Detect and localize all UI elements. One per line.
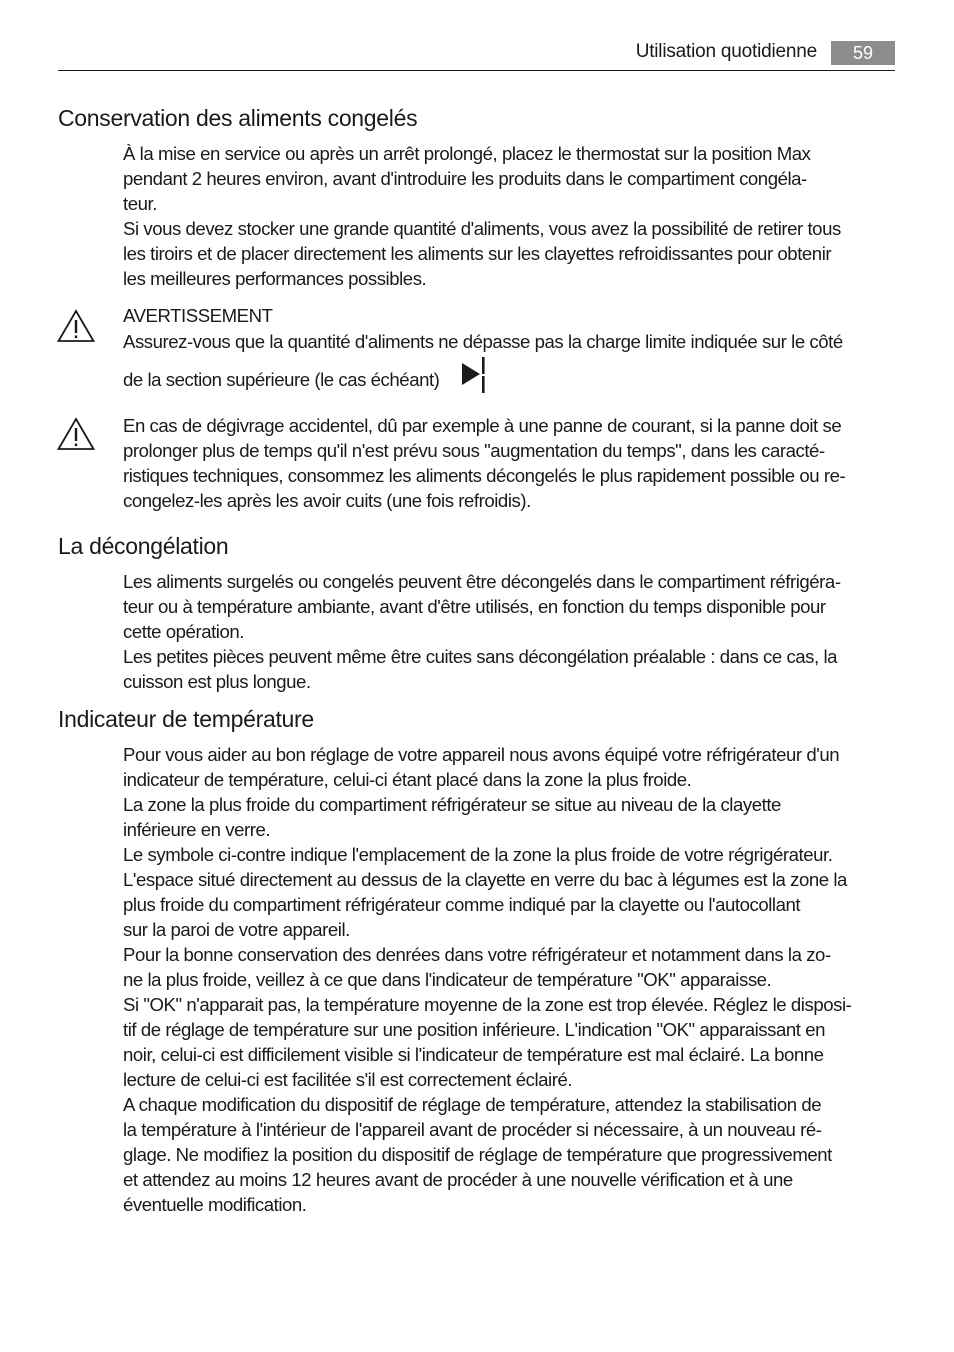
paragraph-line: Le symbole ci-contre indique l'emplacement de la zone la plus froide de votre régrigérateur. [123,844,833,865]
play-bar-icon [461,357,487,393]
paragraph-line: lecture de celui-ci est facilitée s'il est correctement éclairé. [123,1069,573,1090]
warning-triangle-icon [57,417,95,451]
paragraph-line: Pour la bonne conservation des denrées dans votre réfrigérateur et notamment dans la zo- [123,944,831,965]
paragraph-line: les meilleures performances possibles. [123,268,427,289]
section-title-conservation: Conservation des aliments congelés [58,105,418,131]
paragraph-line: teur. [123,193,157,214]
paragraph-line: Les aliments surgelés ou congelés peuvent être décongelés dans le compartiment réfrigéra- [123,571,841,592]
paragraph-line: Les petites pièces peuvent même être cuites sans décongélation préalable : dans ce cas, la [123,646,838,667]
warning-triangle-icon [57,309,95,343]
warning-line: de la section supérieure (le cas échéant) [123,369,440,390]
warning-text-2 [123,413,897,513]
warning-text-1 [123,329,897,354]
paragraph-line: Si "OK" n'apparait pas, la température moyenne de la zone est trop élevée. Réglez le disposi- [123,994,852,1015]
warning-line: ristiques techniques, consommez les aliments décongelés le plus rapidement possible ou re- [123,465,846,486]
warning-text-1b [123,367,897,392]
running-header-title: Utilisation quotidienne [635,41,817,62]
warning-line: congelez-les après les avoir cuits (une fois refroidis). [123,490,531,511]
paragraph-line: cette opération. [123,621,244,642]
header-divider [58,70,895,71]
paragraph-line: Si vous devez stocker une grande quantité d'aliments, vous avez la possibilité de retirer tous [123,218,841,239]
warning-label: AVERTISSEMENT [123,305,273,326]
warning-line: En cas de dégivrage accidentel, dû par exemple à une panne de courant, si la panne doit se [123,415,842,436]
section-body-decongelation [123,569,897,694]
paragraph-line: sur la paroi de votre appareil. [123,919,350,940]
paragraph-line: glage. Ne modifiez la position du dispositif de réglage de température que progressivement [123,1144,832,1165]
paragraph-line: et attendez au moins 12 heures avant de procéder à une nouvelle vérification et à une [123,1169,793,1190]
paragraph-line: la température à l'intérieur de l'appareil avant de procéder si nécessaire, à un nouveau ré- [123,1119,822,1140]
paragraph-line: éventuelle modification. [123,1194,307,1215]
paragraph-line: Pour vous aider au bon réglage de votre appareil nous avons équipé votre réfrigérateur d'un [123,744,840,765]
paragraph-line: les tiroirs et de placer directement les aliments sur les clayettes refroidissantes pour obtenir [123,243,832,264]
paragraph-line: A chaque modification du dispositif de réglage de température, attendez la stabilisation de [123,1094,822,1115]
paragraph-line: ne la plus froide, veillez à ce que dans l'indicateur de température "OK" apparaisse. [123,969,772,990]
paragraph-line: plus froide du compartiment réfrigérateur comme indiqué par la clayette ou l'autocollant [123,894,801,915]
paragraph-line: cuisson est plus longue. [123,671,311,692]
section-body-temperature [123,742,897,1217]
paragraph-line: noir, celui-ci est difficilement visible si l'indicateur de température est mal éclairé. La bonne [123,1044,824,1065]
paragraph-line: indicateur de température, celui-ci étant placé dans la zone la plus froide. [123,769,692,790]
paragraph-line: inférieure en verre. [123,819,271,840]
paragraph-line: tif de réglage de température sur une position inférieure. L'indication "OK" apparaissant en [123,1019,825,1040]
paragraph-line: teur ou à température ambiante, avant d'être utilisés, en fonction du temps disponible pour [123,596,826,617]
section-title-temperature: Indicateur de température [58,706,314,732]
page-number: 59 [831,41,895,65]
section-body-conservation [123,141,897,291]
warning-line: prolonger plus de temps qu'il n'est prévu sous "augmentation du temps", dans les caracté- [123,440,825,461]
paragraph-line: pendant 2 heures environ, avant d'introduire les produits dans le compartiment congéla- [123,168,807,189]
section-title-decongelation: La décongélation [58,533,229,559]
paragraph-line: À la mise en service ou après un arrêt prolongé, placez le thermostat sur la position Max [123,143,811,164]
paragraph-line: La zone la plus froide du compartiment réfrigérateur se situe au niveau de la clayette [123,794,781,815]
warning-line: Assurez-vous que la quantité d'aliments ne dépasse pas la charge limite indiquée sur le côté [123,331,843,352]
paragraph-line: L'espace situé directement au dessus de la clayette en verre du bac à légumes est la zone la [123,869,847,890]
